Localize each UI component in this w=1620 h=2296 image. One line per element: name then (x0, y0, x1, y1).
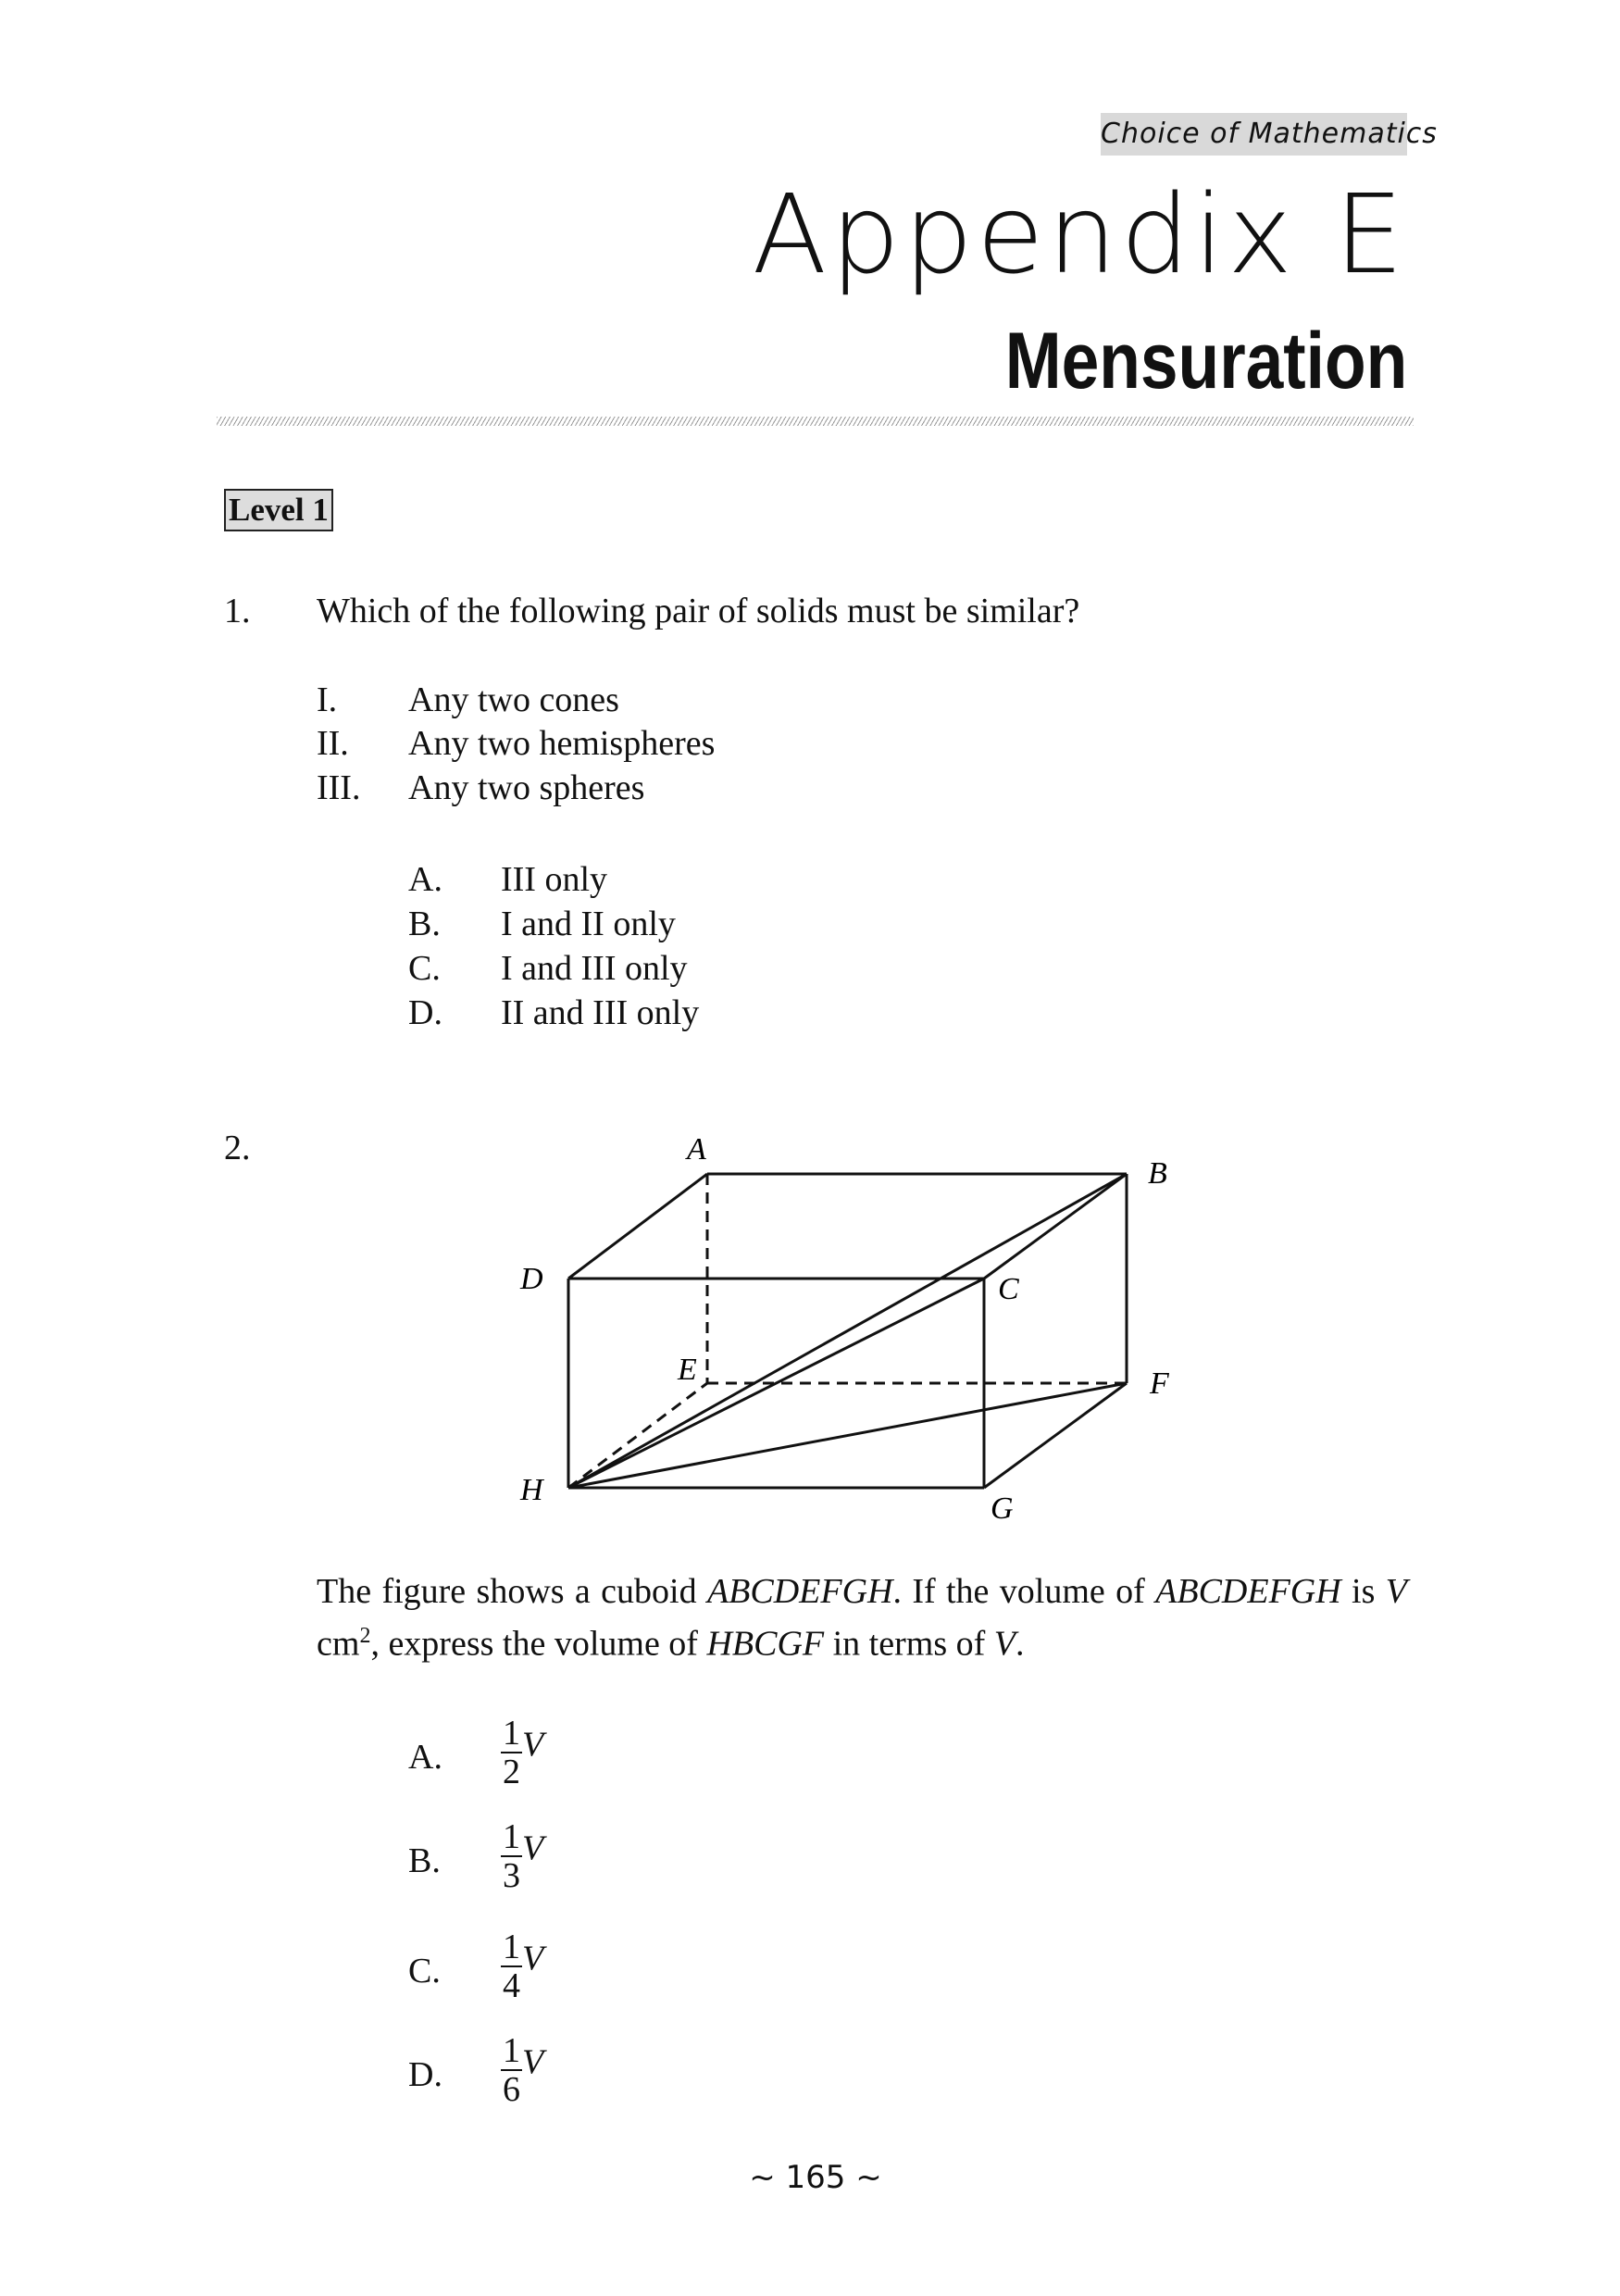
question-1-number: 1. (224, 592, 251, 630)
diagonal-hf (568, 1383, 1127, 1488)
edge-da (568, 1174, 707, 1279)
q2-option-c-value: $\frac{1}{4}$ V (503, 1928, 544, 2005)
vertex-label-d: D (520, 1262, 543, 1296)
question-2-number: 2. (224, 1129, 251, 1167)
vertex-label-c: C (998, 1272, 1019, 1306)
statement-1-text: Any two cones (408, 680, 619, 719)
page-number: ~ 165 ~ (749, 2159, 882, 2196)
vertex-label-f: F (1150, 1366, 1169, 1401)
q1-option-b-text: I and II only (501, 905, 676, 943)
series-header: Choice of Mathematics (1101, 113, 1407, 156)
statement-2-text: Any two hemispheres (408, 724, 716, 763)
q1-option-c-text: I and III only (501, 949, 688, 988)
q1-option-a-letter: A. (408, 860, 442, 899)
q2-option-a-letter: A. (408, 1738, 442, 1777)
appendix-title: Appendix E (752, 170, 1407, 298)
statement-3-num: III. (317, 768, 361, 807)
chapter-title: Mensuration (1004, 317, 1407, 406)
level-badge: Level 1 (224, 489, 333, 531)
q1-option-a-text: III only (501, 860, 608, 899)
vertex-label-b: B (1148, 1156, 1167, 1191)
q2-option-d-value: $\frac{1}{6}$ V (503, 2031, 544, 2109)
q2-option-b-letter: B. (408, 1841, 441, 1880)
edge-cb (984, 1174, 1127, 1279)
vertex-label-g: G (991, 1491, 1014, 1526)
q2-option-d-letter: D. (408, 2055, 442, 2094)
vertex-label-e: E (678, 1353, 697, 1387)
question-1-text: Which of the following pair of solids must be similar? (317, 592, 1080, 630)
q2-option-a-value: $\frac{1}{2}$ V (503, 1714, 544, 1791)
statement-1-num: I. (317, 680, 338, 719)
q2-option-c-letter: C. (408, 1952, 441, 1990)
statement-3-text: Any two spheres (408, 768, 645, 807)
question-2-text: The figure shows a cuboid ABCDEFGH. If the volume of ABCDEFGH is V $cm^2$, express the volume of HBCGF in terms of V. (317, 1572, 1407, 1664)
diagonal-hb (568, 1174, 1127, 1488)
edge-gf (984, 1383, 1127, 1488)
q1-option-c-letter: C. (408, 949, 441, 988)
vertex-label-h: H (520, 1473, 543, 1507)
q1-option-d-letter: D. (408, 993, 442, 1032)
q2-option-b-value: $\frac{1}{3}$ V (503, 1817, 544, 1895)
hidden-edge-he (568, 1383, 707, 1488)
vertex-label-a: A (687, 1132, 706, 1167)
q1-option-d-text: II and III only (501, 993, 700, 1032)
q1-option-b-letter: B. (408, 905, 441, 943)
statement-2-num: II. (317, 724, 349, 763)
